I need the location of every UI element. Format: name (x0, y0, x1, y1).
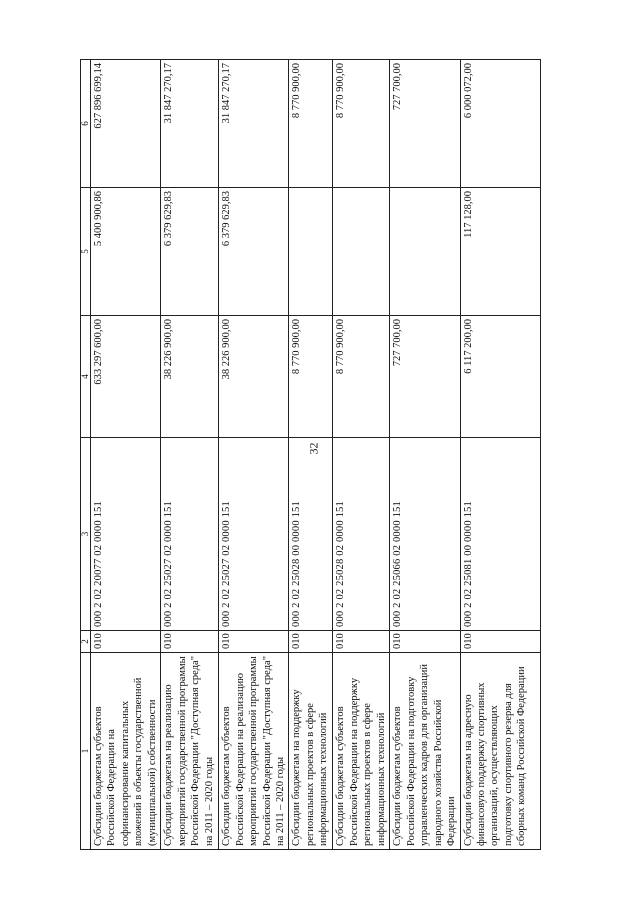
row-kbk-cell: 000 2 02 25027 02 0000 151 (161, 438, 219, 631)
rotated-table-container (80, 60, 535, 850)
row-col4-cell: 633 297 600,00 (91, 316, 161, 438)
row-kbk-cell: 000 2 02 25027 02 0000 151 (219, 438, 289, 631)
header-cell: 2 (81, 631, 91, 653)
row-kbk-cell: 000 2 02 25081 00 0000 151 (460, 438, 540, 631)
header-row (81, 60, 91, 850)
row-col6-cell: 31 847 270,17 (161, 60, 219, 188)
row-name-cell: Субсидии бюджетам субъектов Российской Федерации на софинансирование капитальных вложений в объекты государственной (муниципальной) собственности (91, 653, 161, 850)
row-col5-cell: 117 128,00 (460, 188, 540, 316)
header-cell: 4 (81, 316, 91, 438)
table-row (161, 60, 219, 850)
row-code-cell: 010 (219, 631, 289, 653)
row-code-cell: 010 (289, 631, 333, 653)
row-col6-cell: 31 847 270,17 (219, 60, 289, 188)
row-col5-cell: 5 400 900,86 (91, 188, 161, 316)
row-col6-cell: 8 770 900,00 (289, 60, 333, 188)
row-col6-cell: 8 770 900,00 (333, 60, 390, 188)
row-col5-cell: 6 379 629,83 (219, 188, 289, 316)
row-kbk-cell: 000 2 02 20077 02 0000 151 (91, 438, 161, 631)
table-row (219, 60, 289, 850)
budget-table (80, 59, 541, 850)
table-row (460, 60, 540, 850)
row-col6-cell: 6 000 072,00 (460, 60, 540, 188)
header-cell: 5 (81, 188, 91, 316)
document-page (80, 60, 535, 850)
header-cell: 1 (81, 653, 91, 850)
row-col4-cell: 38 226 900,00 (219, 316, 289, 438)
table-row (333, 60, 390, 850)
row-col4-cell: 8 770 900,00 (289, 316, 333, 438)
row-code-cell: 010 (333, 631, 390, 653)
table-row (289, 60, 333, 850)
page-number: 32 (306, 442, 321, 455)
row-col6-cell: 727 700,00 (390, 60, 460, 188)
row-kbk-cell: 000 2 02 25066 02 0000 151 (390, 438, 460, 631)
row-col6-cell: 627 896 699,14 (91, 60, 161, 188)
row-name-cell: Субсидии бюджетам на реализацию мероприятий государственной программы Российской Федерации "Доступная среда" на 2011 – 2020 годы (161, 653, 219, 850)
row-name-cell: Субсидии бюджетам субъектов Российской Федерации на реализацию мероприятий государственной программы Российской Федерации "Доступная среда" на 2011 – 2020 годы (219, 653, 289, 850)
row-code-cell: 010 (460, 631, 540, 653)
row-col5-cell (333, 188, 390, 316)
header-cell: 3 (81, 438, 91, 631)
row-code-cell: 010 (390, 631, 460, 653)
row-kbk-cell: 000 2 02 25028 00 0000 151 (289, 438, 333, 631)
row-name-cell: Субсидии бюджетам на поддержку региональных проектов в сфере информационных технологий (289, 653, 333, 850)
row-kbk-cell: 000 2 02 25028 02 0000 151 (333, 438, 390, 631)
table-row (91, 60, 161, 850)
row-col5-cell (289, 188, 333, 316)
row-col5-cell (390, 188, 460, 316)
row-col5-cell: 6 379 629,83 (161, 188, 219, 316)
row-name-cell: Субсидии бюджетам субъектов Российской Федерации на подготовку управленческих кадров для организаций народного хозяйства Российской Федерации (390, 653, 460, 850)
row-code-cell: 010 (91, 631, 161, 653)
row-code-cell: 010 (161, 631, 219, 653)
row-col4-cell: 6 117 200,00 (460, 316, 540, 438)
row-name-cell: Субсидии бюджетам на адресную финансовую поддержку спортивных организаций, осуществляющих подготовку спортивного резерва для сборных команд Российской Федерации (460, 653, 540, 850)
table-row (390, 60, 460, 850)
header-cell: 6 (81, 60, 91, 188)
row-col4-cell: 727 700,00 (390, 316, 460, 438)
row-col4-cell: 38 226 900,00 (161, 316, 219, 438)
row-name-cell: Субсидии бюджетам субъектов Российской Федерации на поддержку региональных проектов в сфере информационных технологий (333, 653, 390, 850)
row-col4-cell: 8 770 900,00 (333, 316, 390, 438)
